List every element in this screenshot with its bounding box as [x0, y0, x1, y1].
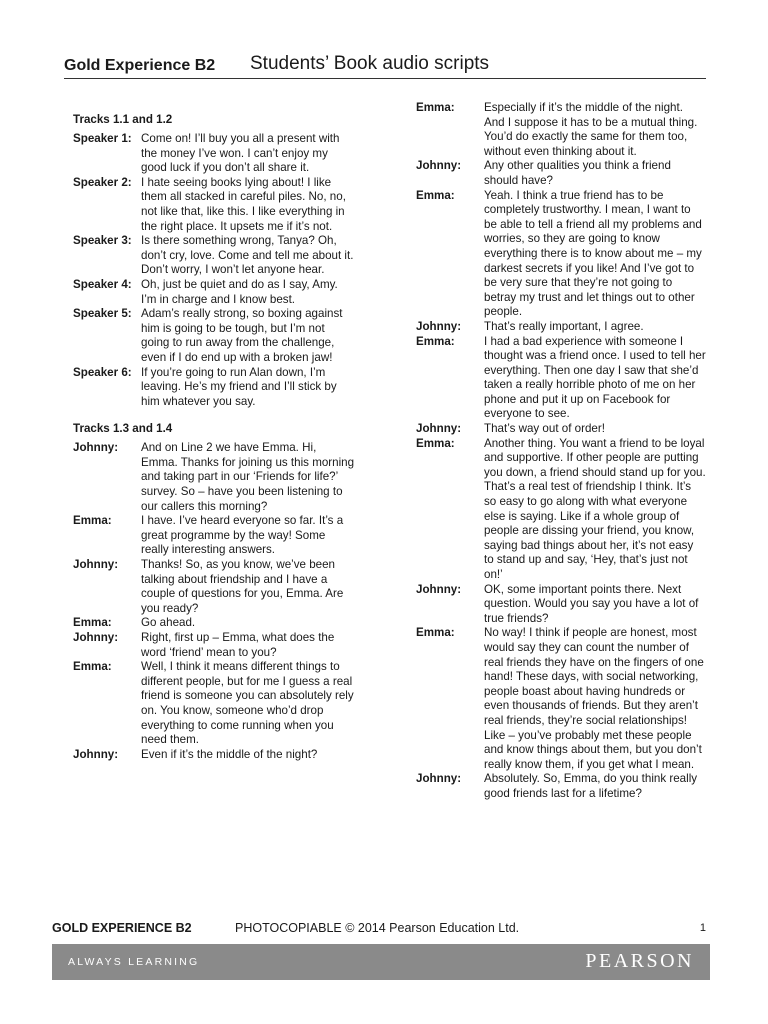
script-line	[416, 422, 706, 437]
script-line	[73, 278, 355, 307]
page-footer	[52, 921, 710, 939]
script-line	[416, 101, 706, 159]
speaker-label: Speaker 5:	[73, 307, 132, 321]
script-line	[73, 366, 355, 410]
script-block-1	[73, 132, 355, 409]
speaker-label: Speaker 1:	[73, 132, 132, 145]
script-line	[416, 335, 706, 423]
speech-text: I have. I’ve heard everyone so far. It’s a great programme by the way! Some really interesting answers.	[141, 514, 344, 557]
script-line	[416, 320, 706, 335]
right-column	[416, 101, 706, 802]
speech-text: That’s way out of order!	[484, 422, 605, 436]
speech-text: Is there something wrong, Tanya? Oh, don’t cry, love. Come and tell me about it. Don’t worry, I won’t let anyone hear.	[141, 234, 354, 277]
page-number: 1	[699, 922, 706, 934]
speaker-label: Johnny:	[73, 631, 119, 644]
script-line	[416, 626, 706, 772]
speaker-label: Speaker 6:	[73, 365, 132, 379]
book-title: Gold Experience B2	[64, 57, 216, 74]
script-line	[416, 159, 706, 188]
left-column	[73, 113, 355, 762]
script-line	[73, 616, 355, 631]
speech-text: I had a bad experience with someone I thought was a friend once. I used to tell her everything. Then one day I saw that she’d taken a really horrible photo of me on her phone and put it up on Facebook for everyone to see.	[484, 334, 706, 421]
speech-text: Another thing. You want a friend to be loyal and supportive. If other people are putting you down, a friend should stand up for you. That’s a real test of friendship I think. It’s so easy to go along with what everyone else is saying. Like if a whole group of people are dissing your friend, you know, saying bad things about her, it’s not easy to stand up and say, ‘Hey, that’s just not on!’	[484, 436, 706, 581]
speaker-label: Johnny:	[73, 747, 119, 761]
speech-text: Right, first up – Emma, what does the word ‘friend’ mean to you?	[141, 631, 335, 659]
speaker-label: Emma:	[416, 188, 455, 202]
script-line	[416, 772, 706, 801]
speech-text: Especially if it’s the middle of the night. And I suppose it has to be a mutual thing. You’d do exactly the same for them too, without even thinking about it.	[484, 101, 698, 158]
speaker-label: Emma:	[416, 436, 455, 450]
script-line	[416, 437, 706, 583]
speech-text: Yeah. I think a true friend has to be completely trustworthy. I mean, I want to be able to tell a friend all my problems and worries, so they are going to know everything there is to know about me – my darkest secrets if you like! And I’ve got to be very sure that they’re not going to betray my trust and let things out to other people.	[484, 188, 702, 319]
speaker-label: Johnny:	[416, 159, 462, 173]
footer-copyright: PHOTOCOPIABLE © 2014 Pearson Education Ltd.	[235, 921, 520, 935]
speech-text: Come on! I’ll buy you all a present with the money I’ve won. I can’t enjoy my good luck if you don’t all share it.	[141, 132, 340, 175]
speaker-label: Johnny:	[416, 319, 462, 333]
script-line	[416, 189, 706, 320]
page-header	[64, 52, 706, 79]
speaker-label: Emma:	[73, 514, 112, 528]
speech-text: Even if it’s the middle of the night?	[141, 747, 318, 761]
speech-text: If you’re going to run Alan down, I’m leaving. He’s my friend and I’ll stick by him whatever you say.	[141, 365, 337, 408]
speaker-label: Johnny:	[416, 582, 462, 596]
script-line	[73, 441, 355, 514]
speech-text: That’s really important, I agree.	[484, 319, 644, 333]
pearson-logo: PEARSON	[585, 950, 694, 972]
script-line	[416, 583, 706, 627]
speaker-label: Speaker 3:	[73, 234, 132, 248]
section-heading: Tracks 1.3 and 1.4	[73, 422, 173, 436]
speech-text: Adam’s really strong, so boxing against him is going to be tough, but I’m not going to run away from the challenge, even if I do end up with a broken jaw!	[141, 307, 343, 364]
speech-text: And on Line 2 we have Emma. Hi, Emma. Thanks for joining us this morning and taking part in our ‘Friends for life?’ survey. So – have you been listening to our callers this morning?	[141, 441, 355, 513]
brand-band	[52, 944, 710, 980]
speaker-label: Speaker 4:	[73, 277, 132, 291]
script-line	[73, 307, 355, 365]
script-line	[73, 176, 355, 234]
speech-text: Go ahead.	[141, 616, 196, 630]
script-line	[73, 631, 355, 660]
tagline: ALWAYS LEARNING	[68, 956, 200, 968]
speaker-label: Johnny:	[416, 422, 462, 436]
speech-text: Any other qualities you think a friend should have?	[484, 159, 671, 187]
script-line	[73, 132, 355, 176]
speech-text: I hate seeing books lying about! I like them all stacked in careful piles. No, no, not like that, like this. I like everything in the right place. It upsets me if it’s not.	[141, 175, 346, 233]
footer-series: GOLD EXPERIENCE B2	[52, 921, 192, 935]
script-line	[73, 558, 355, 616]
script-line	[73, 748, 355, 763]
script-block-2	[73, 441, 355, 762]
speaker-label: Emma:	[73, 660, 112, 674]
script-line	[73, 660, 355, 748]
speaker-label: Emma:	[73, 616, 112, 630]
speaker-label: Emma:	[416, 626, 455, 640]
speaker-label: Emma:	[416, 334, 455, 348]
speaker-label: Johnny:	[73, 558, 119, 572]
speech-text: Thanks! So, as you know, we’ve been talking about friendship and I have a couple of questions for you, Emma. Are you ready?	[141, 558, 344, 615]
document-title: Students’ Book audio scripts	[250, 53, 490, 74]
speech-text: Oh, just be quiet and do as I say, Amy. I’m in charge and I know best.	[141, 277, 338, 306]
script-block-3	[416, 101, 706, 802]
speaker-label: Johnny:	[73, 441, 119, 455]
speech-text: OK, some important points there. Next question. Would you say you have a lot of true friends?	[484, 582, 699, 625]
script-line	[73, 234, 355, 278]
script-line	[73, 514, 355, 558]
speech-text: Absolutely. So, Emma, do you think really good friends last for a lifetime?	[484, 772, 698, 800]
speech-text: Well, I think it means different things to different people, but for me I guess a real friend is someone you can absolutely rely on. You know, someone who’d drop everything to come running when you need them.	[141, 660, 354, 747]
speaker-label: Johnny:	[416, 772, 462, 786]
speaker-label: Emma:	[416, 101, 455, 114]
speaker-label: Speaker 2:	[73, 175, 132, 189]
section-heading: Tracks 1.1 and 1.2	[73, 113, 173, 126]
speech-text: No way! I think if people are honest, most would say they can count the number of real friends they have on the fingers of one hand! These days, with social networking, people boast about having hundreds or even thousands of friends. But they aren’t real friends, they’re social relationships! Like – you’ve probably met these people and know things about them, but you don’t really know them, if you get what I mean.	[484, 626, 704, 771]
